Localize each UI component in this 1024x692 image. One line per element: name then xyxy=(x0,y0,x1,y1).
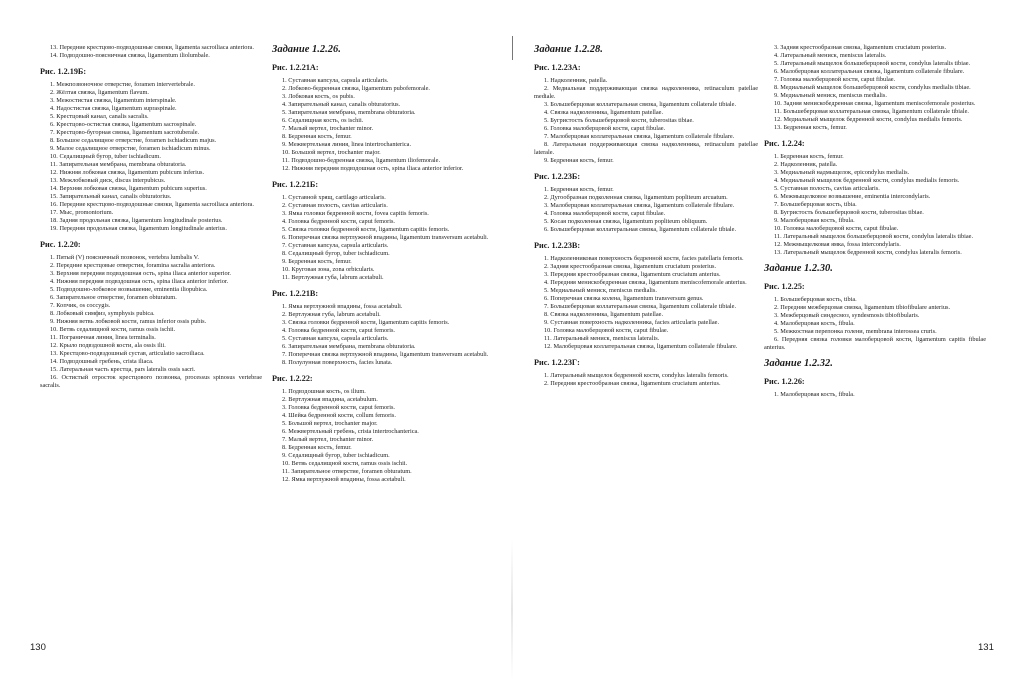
legend-entry: 2. Передние крестцовые отверстия, foramina sacralia anteriora. xyxy=(50,262,216,269)
legend-entry: 19. Передняя продольная связка, ligamentum longitudinale anterius. xyxy=(50,225,227,232)
legend-entry: 15. Латеральная часть крестца, pars lateralis ossis sacri. xyxy=(50,366,196,373)
legend-entry: 9. Малоберцовая кость, fibula. xyxy=(774,217,855,224)
page-gutter xyxy=(511,540,513,680)
legend-entry: 9. Суставная поверхность надколенника, facies articularis patellae. xyxy=(544,319,720,326)
figure-heading: Рис. 1.2.23Г: xyxy=(534,358,580,367)
legend-entry: 2. Задняя крестообразная связка, ligamentum cruciatum posterius. xyxy=(544,263,717,270)
legend-entry: 6. Малоберцовая коллатеральная связка, ligamentum collaterale fibulare. xyxy=(774,68,965,75)
figure-heading: Рис. 1.2.22: xyxy=(272,374,313,383)
legend-entry: 2. Передняя межберцовая связка, ligamentum tibiofibulare anterius. xyxy=(774,304,951,311)
figure-heading: Рис. 1.2.23А: xyxy=(534,63,581,72)
legend-entry: 4. Шейка бедренной кости, collum femoris. xyxy=(282,412,396,419)
legend-entry: 7. Копчик, os coccygis. xyxy=(50,302,111,309)
legend-entry: 2. Передняя крестообразная связка, ligamentum cruciatum anterius. xyxy=(544,380,721,387)
legend-entry: 6. Головка малоберцовой кости, caput fibulae. xyxy=(544,125,666,132)
legend-entry: 5. Межкостная перепонка голени, membrana interossea cruris. xyxy=(774,328,937,335)
legend-entry: 3. Межостистая связка, ligamentum interspinale. xyxy=(50,97,177,104)
legend-entry: 3. Лобковая кость, os pubis. xyxy=(282,93,355,100)
legend-entry: 12. Нижняя передняя подвздошная ость, spina iliaca anterior inferior. xyxy=(282,165,464,172)
legend-entry: 1. Бедренная кость, femur. xyxy=(544,186,614,193)
legend-entry: 7. Большеберцовая кость, tibia. xyxy=(774,201,857,208)
legend-entry: 6. Межмыщелковое возвышение, eminentia intercondylaris. xyxy=(774,193,931,200)
legend-entry: 2. Вертлужная впадина, acetabulum. xyxy=(282,396,378,403)
legend-entry: 8. Бедренная кость, femur. xyxy=(282,444,352,451)
legend-entry: 13. Крестцово-подвздошный сустав, articulatio sacroiliaca. xyxy=(50,350,205,357)
legend-entry: 5. Запирательная мембрана, membrana obturatoria. xyxy=(282,109,416,116)
legend-entry: 7. Малоберцовая коллатеральная связка, ligamentum collaterale fibulare. xyxy=(544,133,735,140)
legend-entry: 6. Большеберцовая коллатеральная связка, ligamentum collaterale tibiale. xyxy=(544,226,737,233)
legend-entry: 8. Латеральная поддерживающая связка надколенника, retinaculum patellae laterale. xyxy=(534,141,758,156)
legend-entry: 9. Бедренная кость, femur. xyxy=(544,157,614,164)
legend-entry: 6. Передняя связка головки малоберцовой кости, ligamentum capitis fibulae anterius. xyxy=(764,336,986,351)
legend-entry: 1. Надколенниковая поверхность бедренной кости, facies patellaris femoris. xyxy=(544,255,744,262)
legend-entry: 7. Малый вертел, trochanter minor. xyxy=(282,125,374,132)
column-4 xyxy=(764,44,986,399)
legend-entry: 10. Седалищный бугор, tuber ischiadicum. xyxy=(50,153,161,160)
legend-entry: 16. Остистый отросток крестцового позвонка, processus spinosus vertebrae sacralis. xyxy=(40,374,262,389)
legend-entry: 8. Медиальный мыщелок большеберцовой кости, condylus medialis tibiae. xyxy=(774,84,971,91)
legend-entry: 7. Головка малоберцовой кости, caput fibulae. xyxy=(774,76,896,83)
column-1 xyxy=(40,44,262,390)
legend-entry: 4. Медиальный мыщелок бедренной кости, condylus medialis femoris. xyxy=(774,177,960,184)
legend-entry: 3. Ямка головки бедренной кости, fovea capitis femoris. xyxy=(282,210,429,217)
column-divider xyxy=(512,36,513,60)
legend-entry: 13. Передние крестцово-подвздошные связки, ligamenta sacroiliaca anteriora. xyxy=(50,44,254,51)
legend-entry: 4. Запирательный канал, canalis obturatorius. xyxy=(282,101,401,108)
legend-entry: 6. Межвертельный гребень, crista intertrochanterica. xyxy=(282,428,419,435)
legend-entry: 1. Суставная капсула, capsula articularis. xyxy=(282,77,389,84)
legend-entry: 10. Ветвь седалищной кости, ramus ossis ischii. xyxy=(50,326,176,333)
legend-entry: 1. Подвздошная кость, os ilium. xyxy=(282,388,366,395)
figure-heading: Рис. 1.2.23В: xyxy=(534,241,581,250)
legend-entry: 11. Латеральный мениск, meniscus lateralis. xyxy=(544,335,660,342)
legend-entry: 1. Бедренная кость, femur. xyxy=(774,153,844,160)
legend-entry: 14. Подвздошный гребень, crista iliaca. xyxy=(50,358,154,365)
legend-entry: 7. Поперечная связка вертлужной впадины, ligamentum transversum acetabuli. xyxy=(282,351,489,358)
legend-entry: 8. Седалищный бугор, tuber ischiadicum. xyxy=(282,250,390,257)
legend-entry: 6. Крестцово-остистая связка, ligamentum sacrospinale. xyxy=(50,121,197,128)
task-heading: Задание 1.2.26. xyxy=(272,44,341,55)
figure-heading: Рис. 1.2.20: xyxy=(40,240,81,249)
legend-entry: 3. Верхняя передняя подвздошная ость, spina iliaca anterior superior. xyxy=(50,270,231,277)
legend-entry: 5. Суставная капсула, capsula articularis. xyxy=(282,335,389,342)
legend-entry: 2. Жёлтая связка, ligamentum flavum. xyxy=(50,89,150,96)
legend-entry: 11. Запирательное отверстие, foramen obturatum. xyxy=(282,468,412,475)
figure-heading: Рис. 1.2.19Б: xyxy=(40,67,87,76)
page-number-right: 131 xyxy=(978,642,994,653)
legend-entry: 10. Ветвь седалищной кости, ramus ossis ischii. xyxy=(282,460,408,467)
legend-entry: 11. Латеральный мыщелок большеберцовой кости, condylus lateralis tibiae. xyxy=(774,233,974,240)
legend-entry: 4. Нижняя передняя подвздошная ость, spina iliaca anterior inferior. xyxy=(50,278,229,285)
legend-entry: 2. Вертлужная губа, labrum acetabuli. xyxy=(282,311,381,318)
legend-entry: 12. Нижняя лобковая связка, ligamentum pubicum inferius. xyxy=(50,169,205,176)
legend-entry: 12. Медиальный мыщелок бедренной кости, condylus medialis femoris. xyxy=(774,116,963,123)
legend-entry: 12. Ямка вертлужной впадины, fossa acetabuli. xyxy=(282,476,406,483)
legend-entry: 10. Большой вертел, trochanter major. xyxy=(282,149,381,156)
legend-entry: 1. Латеральный мыщелок бедренной кости, condylus lateralis femoris. xyxy=(544,372,729,379)
legend-entry: 6. Запирательная мембрана, membrana obturatoria. xyxy=(282,343,416,350)
legend-entry: 2. Надколенник, patella. xyxy=(774,161,838,168)
legend-entry: 11. Вертлужная губа, labrum acetabuli. xyxy=(282,274,384,281)
task-heading: Задание 1.2.30. xyxy=(764,263,833,274)
legend-entry: 3. Передняя крестообразная связка, ligamentum cruciatum anterius. xyxy=(544,271,721,278)
legend-entry: 1. Суставной хрящ, cartilago articularis. xyxy=(282,194,386,201)
legend-entry: 4. Малоберцовая кость, fibula. xyxy=(774,320,855,327)
legend-entry: 11. Подвздошно-бедренная связка, ligamentum iliofemorale. xyxy=(282,157,441,164)
task-heading: Задание 1.2.32. xyxy=(764,358,833,369)
legend-entry: 5. Медиальный мениск, meniscus medialis. xyxy=(544,287,657,294)
figure-heading: Рис. 1.2.21В: xyxy=(272,289,319,298)
legend-entry: 6. Седалищная кость, os ischii. xyxy=(282,117,364,124)
legend-entry: 17. Мыс, promontorium. xyxy=(50,209,114,216)
legend-entry: 6. Поперечная связка вертлужной впадины, ligamentum transversum acetabuli. xyxy=(282,234,489,241)
legend-entry: 1. Надколенник, patella. xyxy=(544,77,608,84)
legend-entry: 18. Задняя продольная связка, ligamentum longitudinale posterius. xyxy=(50,217,223,224)
task-heading: Задание 1.2.28. xyxy=(534,44,603,55)
legend-entry: 2. Лобково-бедренная связка, ligamentum pubofemorale. xyxy=(282,85,430,92)
legend-entry: 12. Малоберцовая коллатеральная связка, ligamentum collaterale fibulare. xyxy=(544,343,738,350)
legend-entry: 11. Пограничная линия, linea terminalis. xyxy=(50,334,156,341)
legend-entry: 9. Бедренная кость, femur. xyxy=(282,258,352,265)
legend-entry: 8. Бедренная кость, femur. xyxy=(282,133,352,140)
legend-entry: 12. Межмыщелковая ямка, fossa intercondylaris. xyxy=(774,241,901,248)
legend-entry: 8. Полулунная поверхность, facies lunata. xyxy=(282,359,393,366)
legend-entry: 14. Верхняя лобковая связка, ligamentum pubicum superius. xyxy=(50,185,207,192)
legend-entry: 16. Передние крестцово-подвздошные связки, ligamenta sacroiliaca anteriora. xyxy=(50,201,254,208)
legend-entry: 6. Поперечная связка колена, ligamentum transversum genus. xyxy=(544,295,704,302)
legend-entry: 4. Передняя менискобедренная связка, ligamentum meniscofemorale anterius. xyxy=(544,279,747,286)
legend-entry: 7. Крестцово-бугорная связка, ligamentum sacrotuberale. xyxy=(50,129,200,136)
legend-entry: 3. Головка бедренной кости, caput femoris. xyxy=(282,404,395,411)
legend-entry: 13. Бедренная кость, femur. xyxy=(774,124,847,131)
legend-entry: 5. Крестцовый канал, canalis sacralis. xyxy=(50,113,149,120)
legend-entry: 10. Головка малоберцовой кости, caput fibulae. xyxy=(774,225,899,232)
legend-entry: 11. Запирательная мембрана, membrana obturatoria. xyxy=(50,161,187,168)
legend-entry: 9. Нижняя ветвь лобковой кости, ramus inferior ossis pubis. xyxy=(50,318,207,325)
legend-entry: 1. Ямка вертлужной впадины, fossa acetabuli. xyxy=(282,303,403,310)
legend-entry: 7. Большеберцовая коллатеральная связка, ligamentum collaterale tibiale. xyxy=(544,303,737,310)
legend-entry: 1. Малоберцовая кость, fibula. xyxy=(774,391,855,398)
legend-entry: 4. Надостистая связка, ligamentum supraspinale. xyxy=(50,105,177,112)
legend-entry: 4. Головка бедренной кости, caput femoris. xyxy=(282,327,395,334)
legend-entry: 8. Большое седалищное отверстие, foramen ischiadicum majus. xyxy=(50,137,217,144)
column-2 xyxy=(272,44,494,484)
legend-entry: 8. Связка надколенника, ligamentum patellae. xyxy=(544,311,664,318)
legend-entry: 5. Суставная полость, cavitas articularis. xyxy=(774,185,880,192)
legend-entry: 5. Бугристость большеберцовой кости, tuberositas tibiae. xyxy=(544,117,694,124)
legend-entry: 5. Подвздошно-лобковое возвышение, eminentia iliopubica. xyxy=(50,286,208,293)
legend-entry: 2. Дугообразная подколенная связка, ligamentum popliteum arcuatum. xyxy=(544,194,728,201)
legend-entry: 13. Латеральный мыщелок бедренной кости, condylus lateralis femoris. xyxy=(774,249,962,256)
legend-entry: 14. Подвздошно-поясничная связка, ligamentum iliolumbale. xyxy=(50,52,210,59)
legend-entry: 5. Связка головки бедренной кости, ligamentum capitis femoris. xyxy=(282,226,450,233)
legend-entry: 3. Медиальный надмыщелок, epicondylus medialis. xyxy=(774,169,910,176)
legend-entry: 9. Межвертельная линия, linea intertrochanterica. xyxy=(282,141,412,148)
legend-entry: 4. Связка надколенника, ligamentum patellae. xyxy=(544,109,664,116)
legend-entry: 3. Межберцовый синдесмоз, syndesmosis tibiofibularis. xyxy=(774,312,920,319)
legend-entry: 1. Пятый (V) поясничный позвонок, vertebra lumbalis V. xyxy=(50,254,199,261)
legend-entry: 4. Латеральный мениск, meniscus lateralis. xyxy=(774,52,887,59)
legend-entry: 1. Большеберцовая кость, tibia. xyxy=(774,296,857,303)
legend-entry: 11. Большеберцовая коллатеральная связка, ligamentum collaterale tibiale. xyxy=(774,108,969,115)
legend-entry: 12. Крыло подвздошной кости, ala ossis ilii. xyxy=(50,342,166,349)
legend-entry: 9. Седалищный бугор, tuber ischiadicum. xyxy=(282,452,390,459)
legend-entry: 4. Головка малоберцовой кости, caput fibulae. xyxy=(544,210,666,217)
legend-entry: 15. Запирательный канал, canalis obturatorius. xyxy=(50,193,172,200)
figure-heading: Рис. 1.2.24: xyxy=(764,139,805,148)
legend-entry: 5. Латеральный мыщелок большеберцовой кости, condylus lateralis tibiae. xyxy=(774,60,971,67)
legend-entry: 5. Большой вертел, trochanter major. xyxy=(282,420,378,427)
legend-entry: 7. Суставная капсула, capsula articularis. xyxy=(282,242,389,249)
legend-entry: 3. Задняя крестообразная связка, ligamentum cruciatum posterius. xyxy=(774,44,947,51)
legend-entry: 8. Лобковый симфиз, symphysis pubica. xyxy=(50,310,155,317)
column-3 xyxy=(534,44,758,388)
legend-entry: 10. Круговая зона, zona orbicularis. xyxy=(282,266,375,273)
legend-entry: 6. Запирательное отверстие, foramen obturatum. xyxy=(50,294,177,301)
legend-entry: 1. Межпозвоночное отверстие, foramen intervertebrale. xyxy=(50,81,195,88)
legend-entry: 9. Медиальный мениск, meniscus medialis. xyxy=(774,92,887,99)
legend-entry: 2. Медиальная поддерживающая связка надколенника, retinaculum patellae mediale. xyxy=(534,85,758,100)
legend-entry: 3. Малоберцовая коллатеральная связка, ligamentum collaterale fibulare. xyxy=(544,202,735,209)
legend-entry: 13. Межлобковый диск, discus interpubicus. xyxy=(50,177,166,184)
figure-heading: Рис. 1.2.21Б: xyxy=(272,180,319,189)
figure-heading: Рис. 1.2.23Б: xyxy=(534,172,581,181)
legend-entry: 4. Головка бедренной кости, caput femoris. xyxy=(282,218,395,225)
figure-heading: Рис. 1.2.26: xyxy=(764,377,805,386)
legend-entry: 10. Головка малоберцовой кости, caput fibulae. xyxy=(544,327,669,334)
legend-entry: 3. Большеберцовая коллатеральная связка, ligamentum collaterale tibiale. xyxy=(544,101,737,108)
legend-entry: 7. Малый вертел, trochanter minor. xyxy=(282,436,374,443)
figure-heading: Рис. 1.2.21А: xyxy=(272,63,319,72)
legend-entry: 3. Связка головки бедренной кости, ligamentum capitis femoris. xyxy=(282,319,450,326)
legend-entry: 2. Суставная полость, cavitas articularis. xyxy=(282,202,388,209)
legend-entry: 9. Малое седалищное отверстие, foramen ischiadicum minus. xyxy=(50,145,211,152)
legend-entry: 8. Бугристость большеберцовой кости, tuberositas tibiae. xyxy=(774,209,924,216)
page-number-left: 130 xyxy=(30,642,46,653)
legend-entry: 5. Косая подколенная связка, ligamentum popliteum obliquum. xyxy=(544,218,708,225)
legend-entry: 10. Задняя менискобедренная связка, ligamentum meniscofemorale posterius. xyxy=(774,100,976,107)
figure-heading: Рис. 1.2.25: xyxy=(764,282,805,291)
